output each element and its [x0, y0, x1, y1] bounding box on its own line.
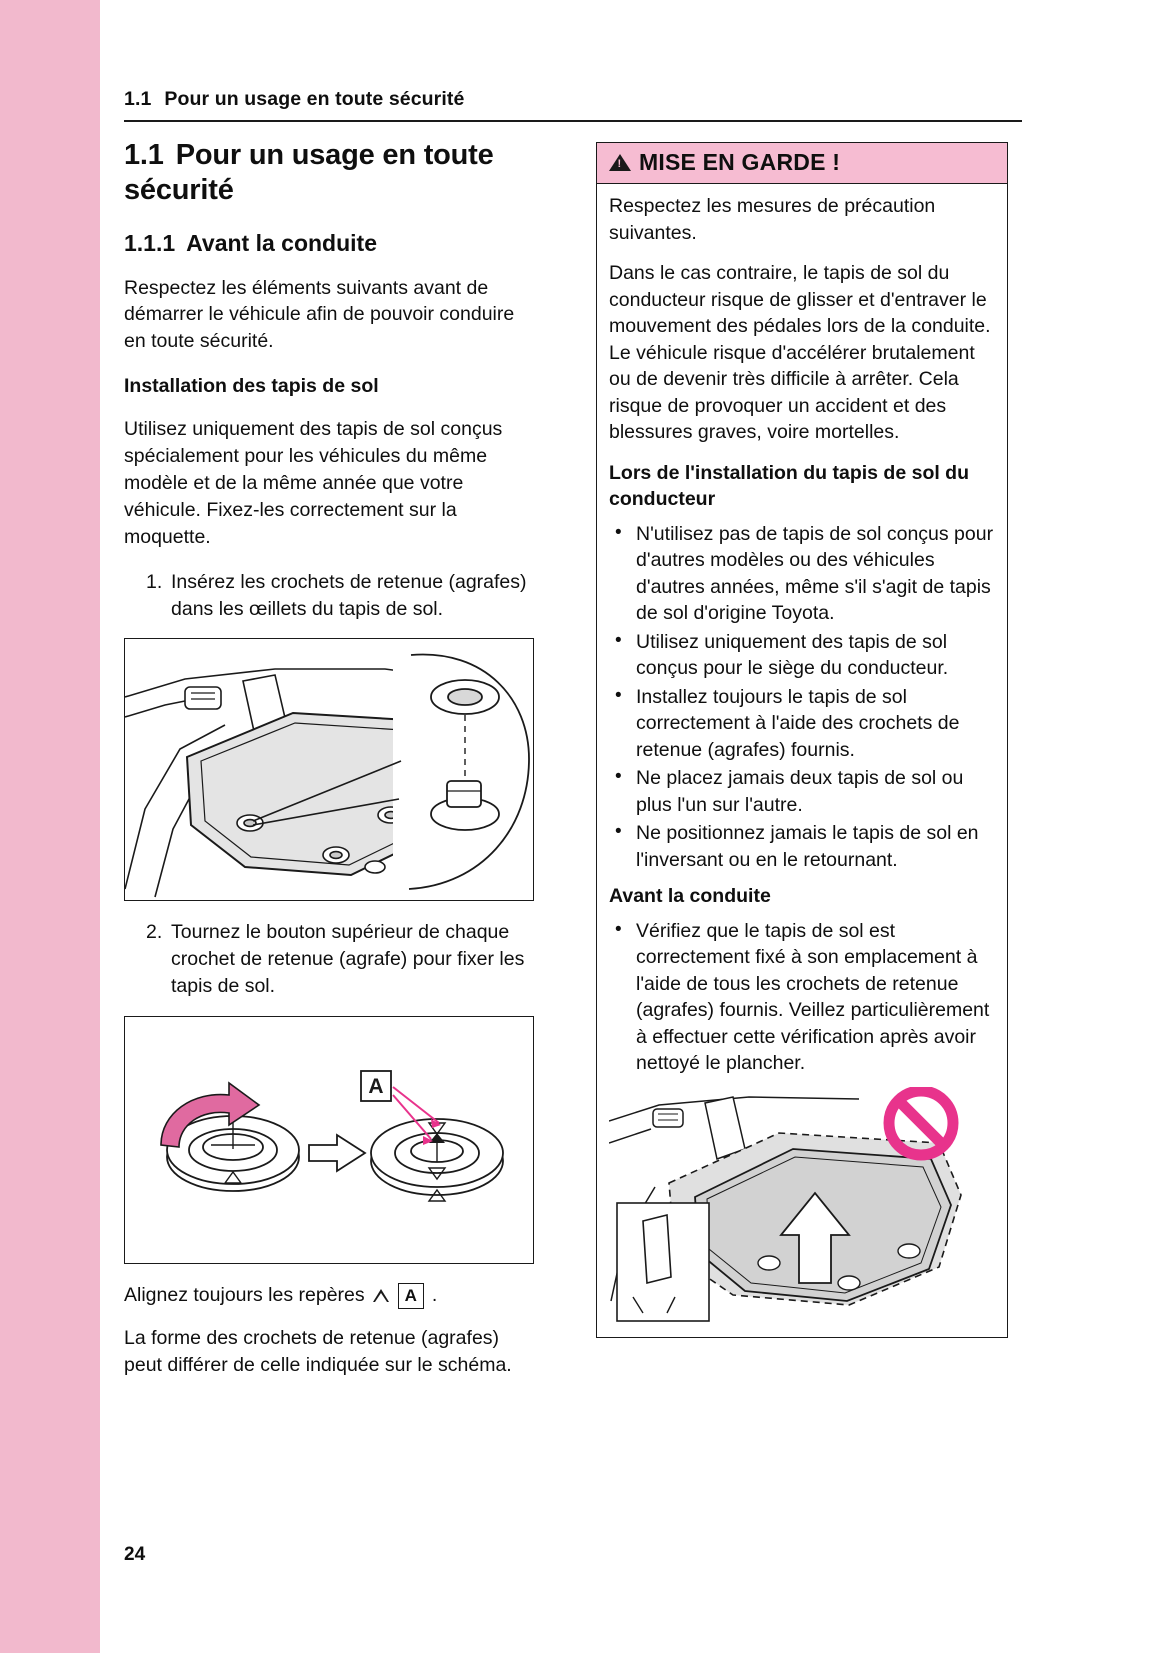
steps-list-second — [124, 919, 539, 1000]
step-marker: 2. — [146, 921, 163, 944]
figure-floor-mat-hook — [124, 638, 534, 901]
page-title — [124, 138, 539, 209]
step-text: Insérez les crochets de retenue (agrafes) dans les œillets du tapis de sol. — [171, 570, 527, 620]
warning-intro-2: Dans le cas contraire, le tapis de sol du conducteur risque de glisser et d'entraver le mouvement des pédales lors de la conduite. Le véhicule risque d'accélérer brutalement ou de devenir très difficile à arrêter. Cela risque de provoquer un accident et des blessures graves, voire mortelles. — [609, 262, 991, 444]
right-column — [596, 142, 1008, 1338]
intro-paragraph: Respectez les éléments suivants avant de démarrer le véhicule afin de pouvoir conduire en toute sécurité. — [124, 276, 515, 353]
section-title-text: Pour un usage en toute sécurité — [124, 139, 494, 207]
figure-stacked-mats-drawing — [609, 1087, 995, 1325]
list-item: • Vérifiez que le tapis de sol est correctement fixé à son emplacement à l'aide de tous les crochets de retenue (agrafes) fournis. Veillez particulièrement à effectuer cette vérification après avoir nettoyé le plancher. — [609, 918, 995, 1077]
running-header-text: Pour un usage en toute sécurité — [164, 88, 465, 110]
list-item: • Ne placez jamais deux tapis de sol ou plus l'un sur l'autre. — [609, 765, 995, 818]
steps-list-first — [124, 569, 539, 623]
warning-box — [596, 142, 1008, 1338]
warning-body — [597, 184, 1007, 1337]
warning-group-2-heading: Avant la conduite — [609, 885, 771, 908]
list-item: • Installez toujours le tapis de sol correctement à l'aide des crochets de retenue (agrafes) fournis. — [609, 684, 995, 764]
section-number: 1.1 — [124, 139, 164, 171]
alignment-caption-text: Alignez toujours les repères — [124, 1284, 365, 1307]
mark-a-label: A — [398, 1283, 424, 1309]
warning-title: MISE EN GARDE ! — [639, 149, 841, 175]
left-column — [124, 138, 539, 1397]
figure-floor-mat-hook-drawing — [125, 639, 532, 899]
step-text: Tournez le bouton supérieur de chaque crochet de retenue (agrafe) pour fixer les tapis de sol. — [171, 921, 525, 998]
list-item: • Ne positionnez jamais le tapis de sol en l'inversant ou en le retournant. — [609, 820, 995, 873]
figure-retainer-knob-drawing — [125, 1017, 532, 1262]
list-item: • N'utilisez pas de tapis de sol conçus pour d'autres modèles ou des véhicules d'autres années, même s'il s'agit de tapis de sol d'origine Toyota. — [609, 521, 995, 627]
figure-retainer-knob-rotation — [124, 1016, 534, 1264]
warning-group-1-list — [609, 521, 995, 874]
svg-text:A: A — [368, 1075, 384, 1099]
alignment-caption — [124, 1282, 539, 1309]
page-number: 24 — [124, 1544, 146, 1565]
page-content — [112, 0, 1052, 1653]
subsection-number: 1.1.1 — [124, 229, 176, 256]
list-item — [124, 569, 539, 623]
running-header — [124, 88, 1024, 111]
manual-page — [100, 0, 1165, 1653]
warning-group-2-list — [609, 918, 995, 1077]
header-divider — [124, 120, 1022, 122]
triangle-mark-icon — [373, 1288, 390, 1303]
alignment-caption-suffix: . — [431, 1284, 438, 1307]
list-item: • Utilisez uniquement des tapis de sol conçus pour le siège du conducteur. — [609, 629, 995, 682]
warning-group-1-heading: Lors de l'installation du tapis de sol du conducteur — [609, 461, 970, 511]
warning-intro-1: Respectez les mesures de précaution suivantes. — [609, 195, 936, 244]
installation-heading: Installation des tapis de sol — [124, 375, 379, 398]
running-header-number: 1.1 — [124, 88, 152, 110]
subsection-title — [124, 229, 539, 258]
figure-stacked-mats-prohibited — [609, 1087, 995, 1325]
subsection-title-text: Avant la conduite — [186, 229, 377, 256]
page-edge-color-bar — [0, 0, 100, 1653]
closing-paragraph: La forme des crochets de retenue (agrafes) peut différer de celle indiquée sur le schéma. — [124, 1327, 512, 1376]
installation-paragraph: Utilisez uniquement des tapis de sol conçus spécialement pour les véhicules du même modèle et de la même année que votre véhicule. Fixez-les correctement sur la moquette. — [124, 418, 503, 548]
step-marker: 1. — [146, 570, 163, 593]
warning-triangle-icon — [609, 153, 631, 172]
list-item — [124, 919, 539, 1000]
warning-header — [597, 143, 1007, 184]
